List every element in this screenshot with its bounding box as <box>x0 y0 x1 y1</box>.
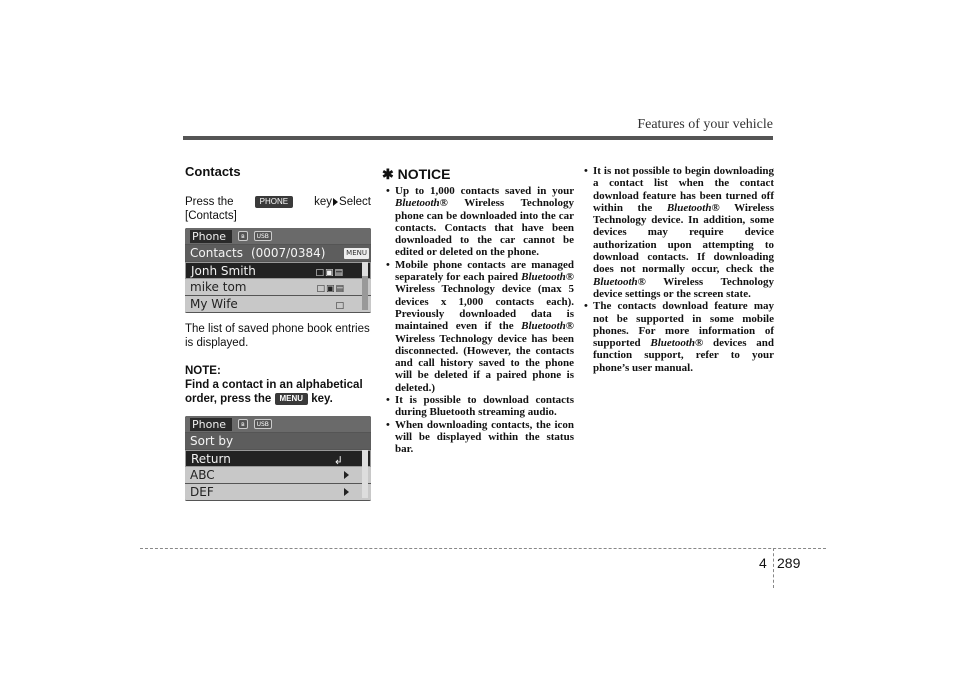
press-instruction <box>185 195 371 209</box>
chevron-right-icon <box>344 488 349 496</box>
screen-title-bar <box>185 228 371 245</box>
notice-bullet: • It is not possible to begin downloading a contact list when the contact download feature has been turned off within the Bluetooth® Wireless Technology device. In addition, some devices may require device authorization upon attempting to download contacts. If downloading does not normally occur, check the Bluetooth® Wireless Technology device settings or the screen state. <box>580 165 774 300</box>
select-word: Select <box>339 196 371 208</box>
notice-column-1 <box>382 185 574 456</box>
section-header-title: Features of your vehicle <box>637 117 773 132</box>
page-number: 289 <box>777 555 801 571</box>
notice-title: ✱ NOTICE <box>382 166 451 182</box>
select-target: [Contacts] <box>185 210 237 222</box>
usb-badge: USB <box>254 419 272 429</box>
key-word: key <box>314 196 333 208</box>
menu-key-badge: MENU <box>275 393 309 405</box>
menu-tag[interactable]: MENU <box>346 249 367 257</box>
chevron-right-icon <box>344 471 349 479</box>
usb-badge: USB <box>254 231 272 241</box>
scrollbar[interactable] <box>362 450 368 498</box>
contact-type-icons: □▣▤ <box>315 268 344 278</box>
screen-title: Phone <box>190 418 232 431</box>
footer-divider <box>773 548 774 588</box>
contact-type-icons: □ <box>335 301 345 311</box>
contact-item[interactable] <box>185 279 371 296</box>
contacts-subtitle: Contacts <box>190 246 243 260</box>
contact-type-icons: □▣▤ <box>316 284 345 294</box>
contacts-count: (0007/0384) <box>250 246 326 260</box>
notice-bullet: • Up to 1,000 contacts saved in your Bluetooth® Wireless Technology phone can be downloaded into the car contacts. Contacts that have been downloaded to the car cannot be edited or deleted on the phone. <box>382 185 574 259</box>
sort-option[interactable] <box>185 484 371 501</box>
contact-name: My Wife <box>190 297 238 311</box>
bluetooth-icon: ʙ <box>238 419 247 429</box>
bluetooth-icon: ʙ <box>238 231 247 241</box>
key-text <box>314 195 371 209</box>
scrollbar[interactable] <box>362 262 368 310</box>
sort-option-label: Return <box>191 451 231 466</box>
sort-option-label: ABC <box>190 468 215 482</box>
sort-subtitle: Sort by <box>190 434 234 448</box>
sort-subtitle-row <box>185 433 371 450</box>
phone-key-badge: PHONE <box>255 196 293 208</box>
return-icon: ↲ <box>333 454 344 467</box>
sort-option[interactable] <box>185 467 371 484</box>
note-pre: Find a contact in an alphabetical order, press the <box>185 379 363 405</box>
contacts-heading: Contacts <box>185 164 241 179</box>
note-label: NOTE: <box>185 365 221 377</box>
header-rule <box>183 136 773 140</box>
contact-name: Jonh Smith <box>191 263 256 278</box>
note-post: key. <box>311 393 333 405</box>
notice-bullet: • When downloading contacts, the icon will be displayed within the status bar. <box>382 419 574 456</box>
sort-option[interactable] <box>185 450 371 467</box>
contacts-subtitle-row <box>185 245 371 262</box>
list-description: The list of saved phone book entries is displayed. <box>185 323 370 349</box>
contact-name: mike tom <box>190 280 247 294</box>
triangle-right-icon <box>333 198 338 206</box>
press-text: Press the <box>185 196 234 208</box>
note-text <box>185 378 371 406</box>
notice-bullet: • The contacts download feature may not be supported in some mobile phones. For more information of supported Bluetooth® devices and function support, refer to your phone’s user manual. <box>580 300 774 374</box>
contacts-column <box>185 165 371 501</box>
chapter-number: 4 <box>759 555 767 571</box>
sort-option-label: DEF <box>190 485 214 499</box>
contacts-screen <box>185 228 371 313</box>
contact-item[interactable] <box>185 296 371 313</box>
contact-item[interactable] <box>185 262 371 279</box>
notice-column-2 <box>580 165 774 374</box>
notice-bullet: • Mobile phone contacts are managed separately for each paired Bluetooth® Wireless Technology device (max 5 devices x 1,000 contacts each). Previously downloaded data is maintained even if the Bluetooth® Wireless Technology device has been disconnected. (However, the contacts and call history saved to the phone will be deleted if a paired phone is deleted.) <box>382 259 574 394</box>
sort-screen <box>185 416 371 501</box>
screen-title: Phone <box>190 230 232 243</box>
notice-bullet: • It is possible to download contacts during Bluetooth streaming audio. <box>382 394 574 419</box>
footer-rule <box>140 548 826 549</box>
screen-title-bar <box>185 416 371 433</box>
